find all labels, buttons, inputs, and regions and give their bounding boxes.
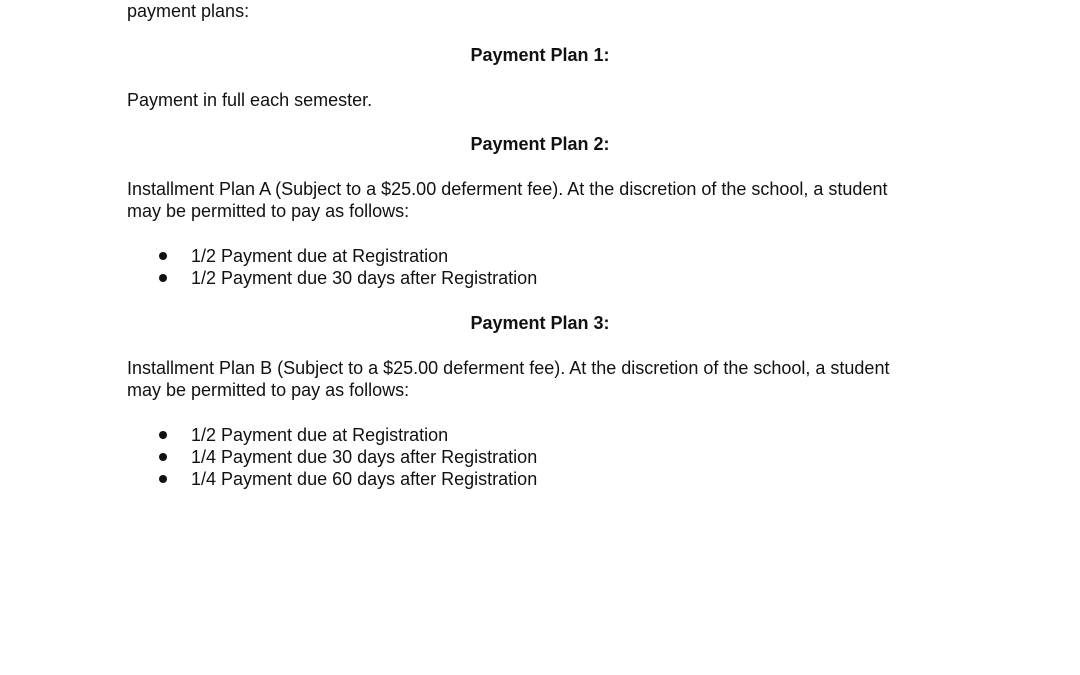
plan-2-description-line-2: may be permitted to pay as follows: [127, 201, 410, 221]
plan-1-heading: Payment Plan 1: [470, 45, 610, 65]
bullet-icon [159, 274, 167, 282]
intro-text-tail: payment plans: [127, 1, 250, 21]
plan-3-description-line-2: may be permitted to pay as follows: [127, 380, 410, 400]
plan-3-heading: Payment Plan 3: [470, 313, 610, 333]
list-item [158, 245, 537, 267]
plan-2-description-line-1: Installment Plan A (Subject to a $25.00 deferment fee). At the discretion of the school, a student [127, 179, 888, 199]
bullet-icon [159, 475, 167, 483]
plan-2-installment-list [158, 245, 537, 289]
plan-3-description-line-1: Installment Plan B (Subject to a $25.00 deferment fee). At the discretion of the school, a student [127, 358, 890, 378]
plan-3-installment-list [158, 424, 537, 490]
list-item [158, 424, 537, 446]
bullet-icon [159, 431, 167, 439]
list-item-text: 1/4 Payment due 60 days after Registration [191, 469, 538, 489]
plan-1-description: Payment in full each semester. [127, 90, 373, 110]
list-item [158, 267, 537, 289]
list-item-text: 1/2 Payment due at Registration [191, 425, 449, 445]
list-item [158, 468, 537, 490]
list-item-text: 1/4 Payment due 30 days after Registration [191, 447, 538, 467]
bullet-icon [159, 453, 167, 461]
bullet-icon [159, 252, 167, 260]
list-item-text: 1/2 Payment due 30 days after Registration [191, 268, 538, 288]
plan-2-heading: Payment Plan 2: [470, 134, 610, 154]
list-item-text: 1/2 Payment due at Registration [191, 246, 449, 266]
list-item [158, 446, 537, 468]
